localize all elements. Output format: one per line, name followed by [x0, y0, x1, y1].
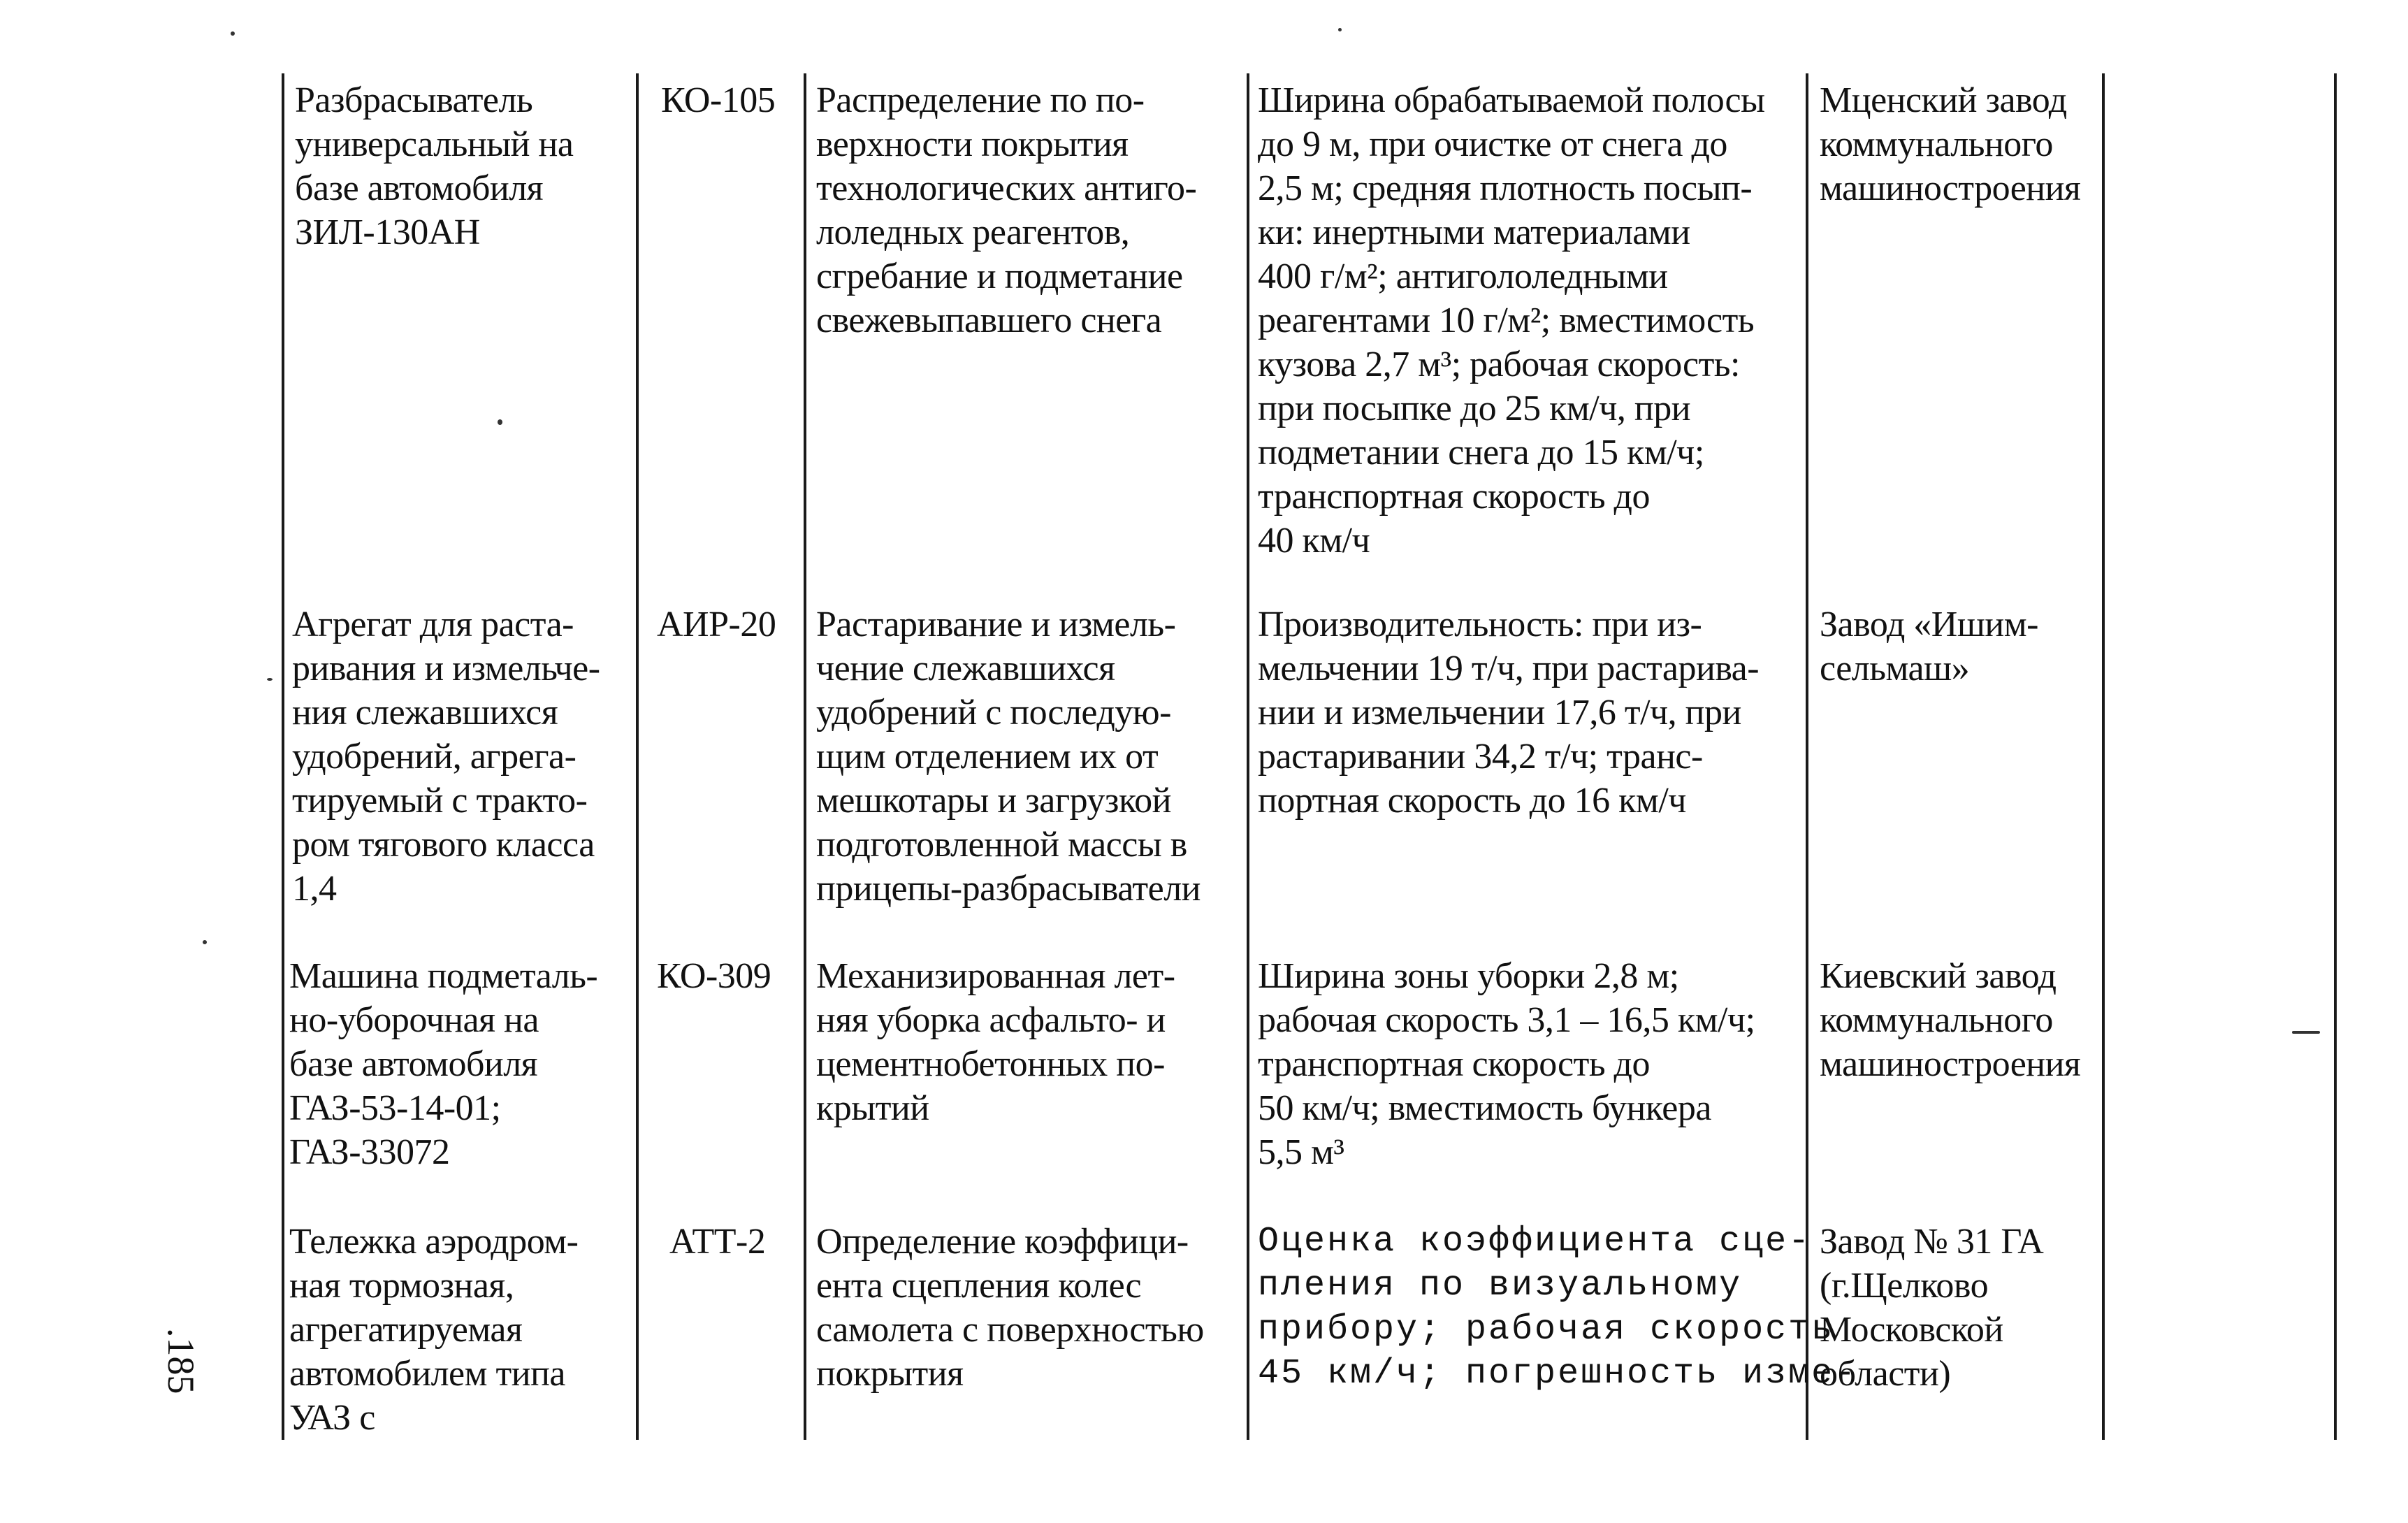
table-rule-2: [804, 73, 806, 1440]
table-cell-manufacturer: Киевский завод коммунального машиностроения: [1820, 956, 2081, 1084]
table-cell-name: Машина подметаль- но-уборочная на базе автомобиля ГАЗ-53-14-01; ГАЗ-33072: [289, 956, 598, 1172]
table-cell-model: АТТ-2: [669, 1222, 766, 1262]
page-number: .185: [160, 1328, 202, 1394]
table-rule-right: [2334, 73, 2337, 1440]
table-cell-name: Агрегат для раста- ривания и измельче- ния слежавшихся удобрений, агрега- тируемый с тракто- ром тягового класса 1,4: [292, 605, 600, 909]
table-cell-purpose: Распределение по по- верхности покрытия технологических антиго- лоледных реагентов, сгребание и подметание свежевыпавшего снега: [816, 80, 1197, 340]
table-cell-model: АИР-20: [657, 605, 776, 644]
table-rule-left: [282, 73, 284, 1440]
scan-speck: [2292, 1031, 2320, 1034]
table-rule-1: [636, 73, 639, 1440]
table-cell-model: КО-309: [657, 956, 771, 996]
table-cell-purpose: Механизированная лет- няя уборка асфальто- и цементнобетонных по- крытий: [816, 956, 1175, 1128]
table-cell-purpose: Определение коэффици- ента сцепления колес самолета с поверхностью покрытия: [816, 1222, 1204, 1394]
table-cell-manufacturer: Завод «Ишим- сельмаш»: [1820, 605, 2038, 688]
table-cell-specs: Производительность: при из- мельчении 19 т/ч, при растарива- нии и измельчении 17,6 т/ч, при растаривании 34,2 т/ч; транс- портная скорость до 16 км/ч: [1258, 605, 1760, 821]
table-cell-purpose: Растаривание и измель- чение слежавшихся удобрений с последую- щим отделением их от мешкотары и загрузкой подготовленной массы в прицепы-разбрасыватели: [816, 605, 1201, 909]
scan-speck: [203, 940, 207, 944]
table-cell-model: КО-105: [661, 80, 776, 120]
table-rule-3: [1247, 73, 1249, 1440]
scan-speck: [267, 678, 273, 681]
scan-speck: [498, 419, 502, 425]
scan-speck: [231, 31, 235, 36]
table-cell-specs: Ширина зоны уборки 2,8 м; рабочая скорость 3,1 – 16,5 км/ч; транспортная скорость до 50 км/ч; вместимость бункера 5,5 м³: [1258, 956, 1755, 1172]
table-cell-specs: Ширина обрабатываемой полосы до 9 м, при очистке от снега до 2,5 м; средняя плотность посып- ки: инертными материалами 400 г/м²; антигололедными реагентами 10 г/м²; вместимость кузова 2,7 м³; рабочая скорость: при посыпке до 25 км/ч, при подметании снега до 15 км/ч; транспортная скорость до 40 км/ч: [1258, 80, 1765, 561]
table-cell-name: Разбрасыватель универсальный на базе автомобиля ЗИЛ-130АН: [295, 80, 574, 252]
table-cell-name: Тележка аэродром- ная тормозная, агрегатируемая автомобилем типа УАЗ с: [289, 1222, 579, 1438]
scan-speck: [1338, 28, 1342, 31]
table-cell-manufacturer: Мценский завод коммунального машиностроения: [1820, 80, 2081, 208]
table-cell-specs: Оценка коэффициента сце- пления по визуальному прибору; рабочая скорость 45 км/ч; погрешность изме-: [1258, 1222, 1858, 1394]
table-rule-5: [2102, 73, 2105, 1440]
table-cell-manufacturer: Завод № 31 ГА (г.Щелково Московской области): [1820, 1222, 2044, 1394]
